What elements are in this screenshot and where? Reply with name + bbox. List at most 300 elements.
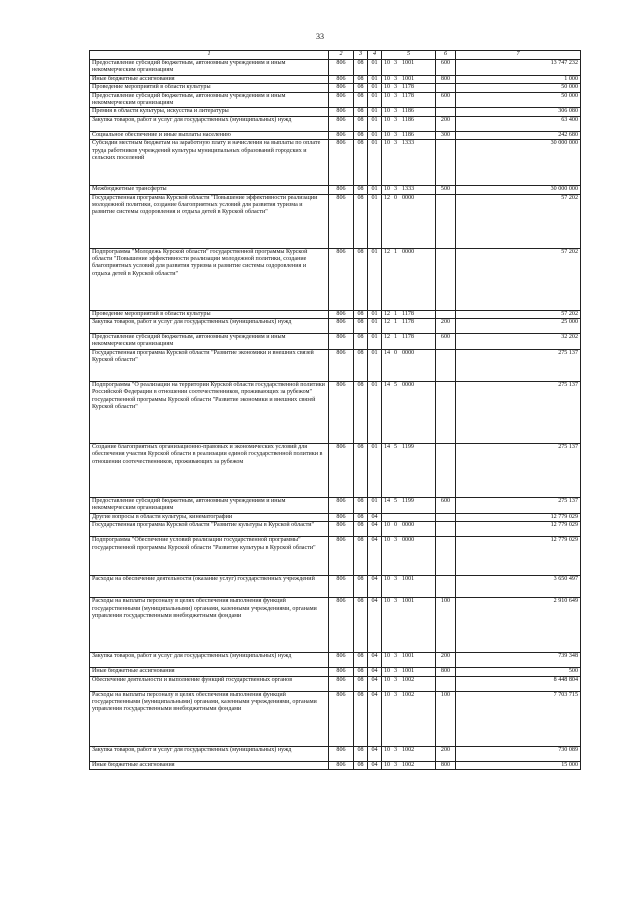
target-article-code	[382, 522, 436, 537]
expense-type-code	[436, 513, 456, 521]
amount: 8 448 804	[456, 676, 581, 691]
amount: 30 000 000	[456, 186, 581, 194]
expense-type-code	[436, 443, 456, 497]
subsection-code: 04	[368, 513, 382, 521]
target-article-part: 10	[384, 691, 391, 698]
table-row	[90, 381, 581, 443]
budget-table	[89, 50, 581, 770]
subsection-code: 04	[368, 746, 382, 761]
target-article-code	[382, 319, 436, 334]
amount: 32 202	[456, 334, 581, 350]
target-article-part: 1333	[402, 140, 415, 147]
table-row	[90, 576, 581, 598]
ministry-code: 806	[329, 497, 354, 513]
header-cell: 2	[329, 51, 354, 60]
target-article-code	[382, 513, 436, 521]
target-article-part: 1	[394, 319, 398, 326]
target-article-part: 12	[384, 334, 391, 341]
subsection-code: 01	[368, 131, 382, 139]
row-description: Иные бюджетные ассигнования	[90, 668, 329, 676]
ministry-code: 806	[329, 576, 354, 598]
row-description: Расходы на обеспечение деятельности (оказание услуг) государственных учреждений	[90, 576, 329, 598]
ministry-code: 806	[329, 746, 354, 761]
amount: 63 400	[456, 116, 581, 131]
amount: 7 703 715	[456, 691, 581, 746]
amount: 50 000	[456, 84, 581, 92]
amount: 1 000	[456, 75, 581, 83]
target-article-part: 10	[384, 522, 391, 529]
expense-type-code: 600	[436, 60, 456, 76]
target-article-code	[382, 761, 436, 769]
target-article-part: 0000	[402, 194, 415, 201]
row-description: Межбюджетные трансферты	[90, 186, 329, 194]
expense-type-code	[436, 194, 456, 248]
section-code: 08	[354, 691, 368, 746]
ministry-code: 806	[329, 668, 354, 676]
target-article-part: 0000	[402, 248, 415, 255]
target-article-code	[382, 598, 436, 653]
target-article-part: 1178	[402, 310, 414, 317]
amount: 25 000	[456, 319, 581, 334]
target-article-part: 3	[394, 653, 398, 660]
table-row	[90, 108, 581, 116]
row-description: Социальное обеспечение и иные выплаты населению	[90, 131, 329, 139]
amount: 730 089	[456, 746, 581, 761]
subsection-code: 04	[368, 653, 382, 668]
expense-type-code	[436, 349, 456, 381]
row-description: Премия в области культуры, искусства и литературы	[90, 108, 329, 116]
target-article-part: 1001	[402, 598, 415, 605]
ministry-code: 806	[329, 131, 354, 139]
target-article-code	[382, 92, 436, 108]
target-article-part: 3	[394, 186, 398, 193]
expense-type-code: 300	[436, 131, 456, 139]
ministry-code: 806	[329, 598, 354, 653]
row-description: Закупка товаров, работ и услуг для государственных (муниципальных) нужд	[90, 319, 329, 334]
row-description: Иные бюджетные ассигнования	[90, 75, 329, 83]
target-article-part: 5	[394, 497, 398, 504]
table-row	[90, 653, 581, 668]
amount: 275 137	[456, 381, 581, 443]
table-row	[90, 92, 581, 108]
table-body	[90, 60, 581, 770]
target-article-part: 3	[394, 116, 398, 123]
subsection-code: 01	[368, 186, 382, 194]
expense-type-code: 800	[436, 75, 456, 83]
subsection-code: 01	[368, 381, 382, 443]
target-article-code	[382, 676, 436, 691]
table-row	[90, 761, 581, 769]
target-article-part: 1186	[402, 131, 414, 138]
target-article-part: 10	[384, 576, 391, 583]
section-code: 08	[354, 676, 368, 691]
target-article-part: 12	[384, 310, 391, 317]
target-article-part: 14	[384, 497, 391, 504]
target-article-part: 1001	[402, 576, 415, 583]
amount: 50 000	[456, 92, 581, 108]
ministry-code: 806	[329, 691, 354, 746]
table-row	[90, 84, 581, 92]
target-article-part: 0000	[402, 522, 415, 529]
expense-type-code	[436, 84, 456, 92]
subsection-code: 04	[368, 537, 382, 576]
header-cell: 7	[456, 51, 581, 60]
subsection-code: 04	[368, 761, 382, 769]
row-description: Предоставление субсидий бюджетным, автономным учреждениям и иным некоммерческим организациям	[90, 92, 329, 108]
target-article-part: 3	[394, 537, 398, 544]
target-article-part: 10	[384, 108, 391, 115]
target-article-code	[382, 691, 436, 746]
target-article-part: 3	[394, 108, 398, 115]
table-row	[90, 349, 581, 381]
target-article-part: 1001	[402, 668, 415, 675]
target-article-code	[382, 194, 436, 248]
target-article-part: 10	[384, 131, 391, 138]
target-article-part: 10	[384, 668, 391, 675]
section-code: 08	[354, 116, 368, 131]
table-row	[90, 668, 581, 676]
ministry-code: 806	[329, 84, 354, 92]
expense-type-code: 800	[436, 668, 456, 676]
subsection-code: 04	[368, 598, 382, 653]
row-description: Закупка товаров, работ и услуг для государственных (муниципальных) нужд	[90, 653, 329, 668]
ministry-code: 806	[329, 60, 354, 76]
section-code: 08	[354, 60, 368, 76]
subsection-code: 01	[368, 497, 382, 513]
target-article-part: 0	[394, 522, 398, 529]
expense-type-code	[436, 248, 456, 310]
amount: 275 137	[456, 443, 581, 497]
target-article-part: 3	[394, 75, 398, 82]
expense-type-code	[436, 576, 456, 598]
target-article-code	[382, 75, 436, 83]
target-article-code	[382, 576, 436, 598]
ministry-code: 806	[329, 334, 354, 350]
target-article-part: 1178	[402, 334, 414, 341]
subsection-code: 01	[368, 140, 382, 186]
table-row	[90, 310, 581, 318]
row-description: Подпрограмма "Обеспечение условий реализации государственной программы" государственной программы Курской области "Развитие культуры в Курской области"	[90, 537, 329, 576]
header-cell: 6	[436, 51, 456, 60]
subsection-code: 01	[368, 310, 382, 318]
row-description: Государственная программа Курской области "Развитие экономики и внешних связей Курской области"	[90, 349, 329, 381]
table-row	[90, 746, 581, 761]
target-article-part: 1002	[402, 691, 415, 698]
target-article-part: 1001	[402, 60, 415, 66]
target-article-part: 0000	[402, 537, 415, 544]
subsection-code: 01	[368, 443, 382, 497]
row-description: Иные бюджетные ассигнования	[90, 761, 329, 769]
expense-type-code: 600	[436, 334, 456, 350]
amount: 275 137	[456, 497, 581, 513]
subsection-code: 01	[368, 194, 382, 248]
expense-type-code: 600	[436, 92, 456, 108]
subsection-code: 04	[368, 576, 382, 598]
table-row	[90, 186, 581, 194]
row-description: Закупка товаров, работ и услуг для государственных (муниципальных) нужд	[90, 116, 329, 131]
amount: 12 779 029	[456, 522, 581, 537]
section-code: 08	[354, 75, 368, 83]
table-row	[90, 140, 581, 186]
target-article-part: 1001	[402, 75, 415, 82]
table-row	[90, 691, 581, 746]
subsection-code: 01	[368, 108, 382, 116]
target-article-part: 3	[394, 92, 398, 99]
expense-type-code	[436, 140, 456, 186]
target-article-part: 10	[384, 676, 391, 683]
row-description: Государственная программа Курской области "Повышение эффективности реализации молодежной политики, создание благоприятных условий для развития туризма и развитие системы оздоровления и отдыха детей в Курской области"	[90, 194, 329, 248]
section-code: 08	[354, 334, 368, 350]
section-code: 08	[354, 746, 368, 761]
amount: 242 680	[456, 131, 581, 139]
ministry-code: 806	[329, 194, 354, 248]
target-article-part: 1002	[402, 746, 415, 753]
target-article-code	[382, 60, 436, 76]
ministry-code: 806	[329, 140, 354, 186]
expense-type-code: 100	[436, 598, 456, 653]
section-code: 08	[354, 186, 368, 194]
section-code: 08	[354, 668, 368, 676]
target-article-part: 1002	[402, 676, 415, 683]
amount: 57 202	[456, 194, 581, 248]
expense-type-code	[436, 108, 456, 116]
target-article-part: 3	[394, 131, 398, 138]
expense-type-code	[436, 310, 456, 318]
target-article-code	[382, 443, 436, 497]
target-article-part: 5	[394, 381, 398, 388]
ministry-code: 806	[329, 248, 354, 310]
target-article-part: 1199	[402, 443, 414, 450]
target-article-part: 3	[394, 60, 398, 66]
target-article-part: 10	[384, 537, 391, 544]
row-description: Проведение мероприятий в области культуры	[90, 310, 329, 318]
row-description: Обеспечение деятельности и выполнение функций государственных органов	[90, 676, 329, 691]
amount: 3 650 497	[456, 576, 581, 598]
expense-type-code: 600	[436, 497, 456, 513]
ministry-code: 806	[329, 186, 354, 194]
expense-type-code: 200	[436, 746, 456, 761]
target-article-part: 12	[384, 319, 391, 326]
ministry-code: 806	[329, 443, 354, 497]
header-cell: 5	[382, 51, 436, 60]
ministry-code: 806	[329, 92, 354, 108]
subsection-code: 04	[368, 668, 382, 676]
target-article-part: 10	[384, 84, 391, 91]
target-article-part: 1199	[402, 497, 414, 504]
subsection-code: 01	[368, 116, 382, 131]
target-article-part: 12	[384, 248, 391, 255]
amount: 275 137	[456, 349, 581, 381]
ministry-code: 806	[329, 108, 354, 116]
row-description: Другие вопросы в области культуры, кинематографии	[90, 513, 329, 521]
table-row	[90, 131, 581, 139]
section-code: 08	[354, 761, 368, 769]
ministry-code: 806	[329, 116, 354, 131]
expense-type-code: 800	[436, 761, 456, 769]
ministry-code: 806	[329, 522, 354, 537]
amount: 13 747 232	[456, 60, 581, 76]
target-article-part: 0	[394, 194, 398, 201]
ministry-code: 806	[329, 310, 354, 318]
ministry-code: 806	[329, 537, 354, 576]
header-cell: 4	[368, 51, 382, 60]
target-article-part: 10	[384, 60, 391, 66]
amount: 12 779 029	[456, 513, 581, 521]
target-article-part: 1001	[402, 653, 415, 660]
row-description: Создание благоприятных организационно-правовых и экономических условий для обеспечения участия Курской области в реализации единой государственной политики в отношении соотечественников, проживающих за рубежом	[90, 443, 329, 497]
target-article-part: 10	[384, 746, 391, 753]
table-row	[90, 248, 581, 310]
table-header-row	[90, 51, 581, 60]
row-description: Субсидии местным бюджетам на заработную плату и начисления на выплаты по оплате труда работников учреждений культуры муниципальных образований городских и сельских поселений	[90, 140, 329, 186]
target-article-part: 10	[384, 186, 391, 193]
table-row	[90, 116, 581, 131]
target-article-part: 1	[394, 248, 398, 255]
section-code: 08	[354, 653, 368, 668]
section-code: 08	[354, 131, 368, 139]
target-article-part: 1178	[402, 319, 414, 326]
target-article-part: 1	[394, 334, 398, 341]
section-code: 08	[354, 522, 368, 537]
target-article-code	[382, 131, 436, 139]
subsection-code: 01	[368, 60, 382, 76]
target-article-code	[382, 537, 436, 576]
table-row	[90, 676, 581, 691]
target-article-code	[382, 186, 436, 194]
expense-type-code	[436, 381, 456, 443]
target-article-code	[382, 108, 436, 116]
table-row	[90, 319, 581, 334]
expense-type-code: 200	[436, 653, 456, 668]
ministry-code: 806	[329, 349, 354, 381]
row-description: Предоставление субсидий бюджетным, автономным учреждениям и иным некоммерческим организациям	[90, 60, 329, 76]
header-cell: 1	[90, 51, 329, 60]
amount: 500	[456, 668, 581, 676]
expense-type-code: 200	[436, 116, 456, 131]
amount: 739 348	[456, 653, 581, 668]
expense-type-code	[436, 537, 456, 576]
target-article-code	[382, 84, 436, 92]
row-description: Расходы на выплаты персоналу в целях обеспечения выполнения функций государственными (муниципальными) органами, казенными учреждениями, органами управления государственными внебюджетными фондами	[90, 691, 329, 746]
expense-type-code: 500	[436, 186, 456, 194]
subsection-code: 04	[368, 676, 382, 691]
target-article-part: 12	[384, 194, 391, 201]
subsection-code: 01	[368, 319, 382, 334]
subsection-code: 01	[368, 349, 382, 381]
section-code: 08	[354, 537, 368, 576]
table-row	[90, 497, 581, 513]
section-code: 08	[354, 84, 368, 92]
target-article-part: 10	[384, 116, 391, 123]
section-code: 08	[354, 443, 368, 497]
subsection-code: 01	[368, 334, 382, 350]
row-description: Закупка товаров, работ и услуг для государственных (муниципальных) нужд	[90, 746, 329, 761]
target-article-part: 10	[384, 653, 391, 660]
target-article-code	[382, 381, 436, 443]
target-article-part: 14	[384, 381, 391, 388]
target-article-code	[382, 334, 436, 350]
target-article-part: 3	[394, 761, 398, 768]
target-article-part: 3	[394, 691, 398, 698]
row-description: Подпрограмма "Молодежь Курской области" государственной программы Курской области "Повышение эффективности реализации молодежной политики, создание благоприятных условий для развития туризма и развитие системы оздоровления и отдыха детей в Курской области"	[90, 248, 329, 310]
row-description: Государственная программа Курской области "Развитие культуры в Курской области"	[90, 522, 329, 537]
amount: 57 202	[456, 248, 581, 310]
ministry-code: 806	[329, 381, 354, 443]
target-article-code	[382, 310, 436, 318]
ministry-code: 806	[329, 75, 354, 83]
target-article-part: 0	[394, 349, 398, 356]
section-code: 08	[354, 248, 368, 310]
table-row	[90, 334, 581, 350]
table-row	[90, 598, 581, 653]
section-code: 08	[354, 140, 368, 186]
subsection-code: 01	[368, 92, 382, 108]
target-article-part: 10	[384, 140, 391, 147]
amount: 15 000	[456, 761, 581, 769]
target-article-part: 3	[394, 576, 398, 583]
target-article-part: 1	[394, 310, 398, 317]
row-description: Предоставление субсидий бюджетным, автономным учреждениям и иным некоммерческим организациям	[90, 497, 329, 513]
table-row	[90, 513, 581, 521]
amount: 306 080	[456, 108, 581, 116]
section-code: 08	[354, 576, 368, 598]
section-code: 08	[354, 310, 368, 318]
target-article-part: 3	[394, 598, 398, 605]
target-article-part: 14	[384, 349, 391, 356]
target-article-part: 10	[384, 598, 391, 605]
target-article-code	[382, 349, 436, 381]
ministry-code: 806	[329, 761, 354, 769]
target-article-part: 10	[384, 75, 391, 82]
target-article-code	[382, 746, 436, 761]
target-article-part: 1002	[402, 761, 415, 768]
section-code: 08	[354, 108, 368, 116]
target-article-part: 1186	[402, 108, 414, 115]
target-article-part: 1178	[402, 84, 414, 91]
table-row	[90, 60, 581, 76]
table-row	[90, 443, 581, 497]
target-article-part: 3	[394, 140, 398, 147]
amount: 30 000 000	[456, 140, 581, 186]
table-row	[90, 537, 581, 576]
subsection-code: 01	[368, 75, 382, 83]
target-article-code	[382, 668, 436, 676]
target-article-part: 1178	[402, 92, 414, 99]
target-article-part: 0000	[402, 381, 415, 388]
target-article-part: 3	[394, 676, 398, 683]
expense-type-code: 100	[436, 691, 456, 746]
target-article-part: 10	[384, 761, 391, 768]
target-article-code	[382, 653, 436, 668]
target-article-part: 1333	[402, 186, 415, 193]
section-code: 08	[354, 513, 368, 521]
row-description: Предоставление субсидий бюджетным, автономным учреждениям и иным некоммерческим организациям	[90, 334, 329, 350]
section-code: 08	[354, 319, 368, 334]
section-code: 08	[354, 349, 368, 381]
amount: 12 779 029	[456, 537, 581, 576]
target-article-code	[382, 140, 436, 186]
section-code: 08	[354, 92, 368, 108]
target-article-part: 5	[394, 443, 398, 450]
section-code: 08	[354, 497, 368, 513]
subsection-code: 01	[368, 84, 382, 92]
ministry-code: 806	[329, 676, 354, 691]
row-description: Расходы на выплаты персоналу в целях обеспечения выполнения функций государственными (муниципальными) органами, казенными учреждениями, органами управления государственными внебюджетными фондами	[90, 598, 329, 653]
page-number: 33	[316, 32, 324, 41]
subsection-code: 04	[368, 522, 382, 537]
section-code: 08	[354, 598, 368, 653]
expense-type-code	[436, 676, 456, 691]
